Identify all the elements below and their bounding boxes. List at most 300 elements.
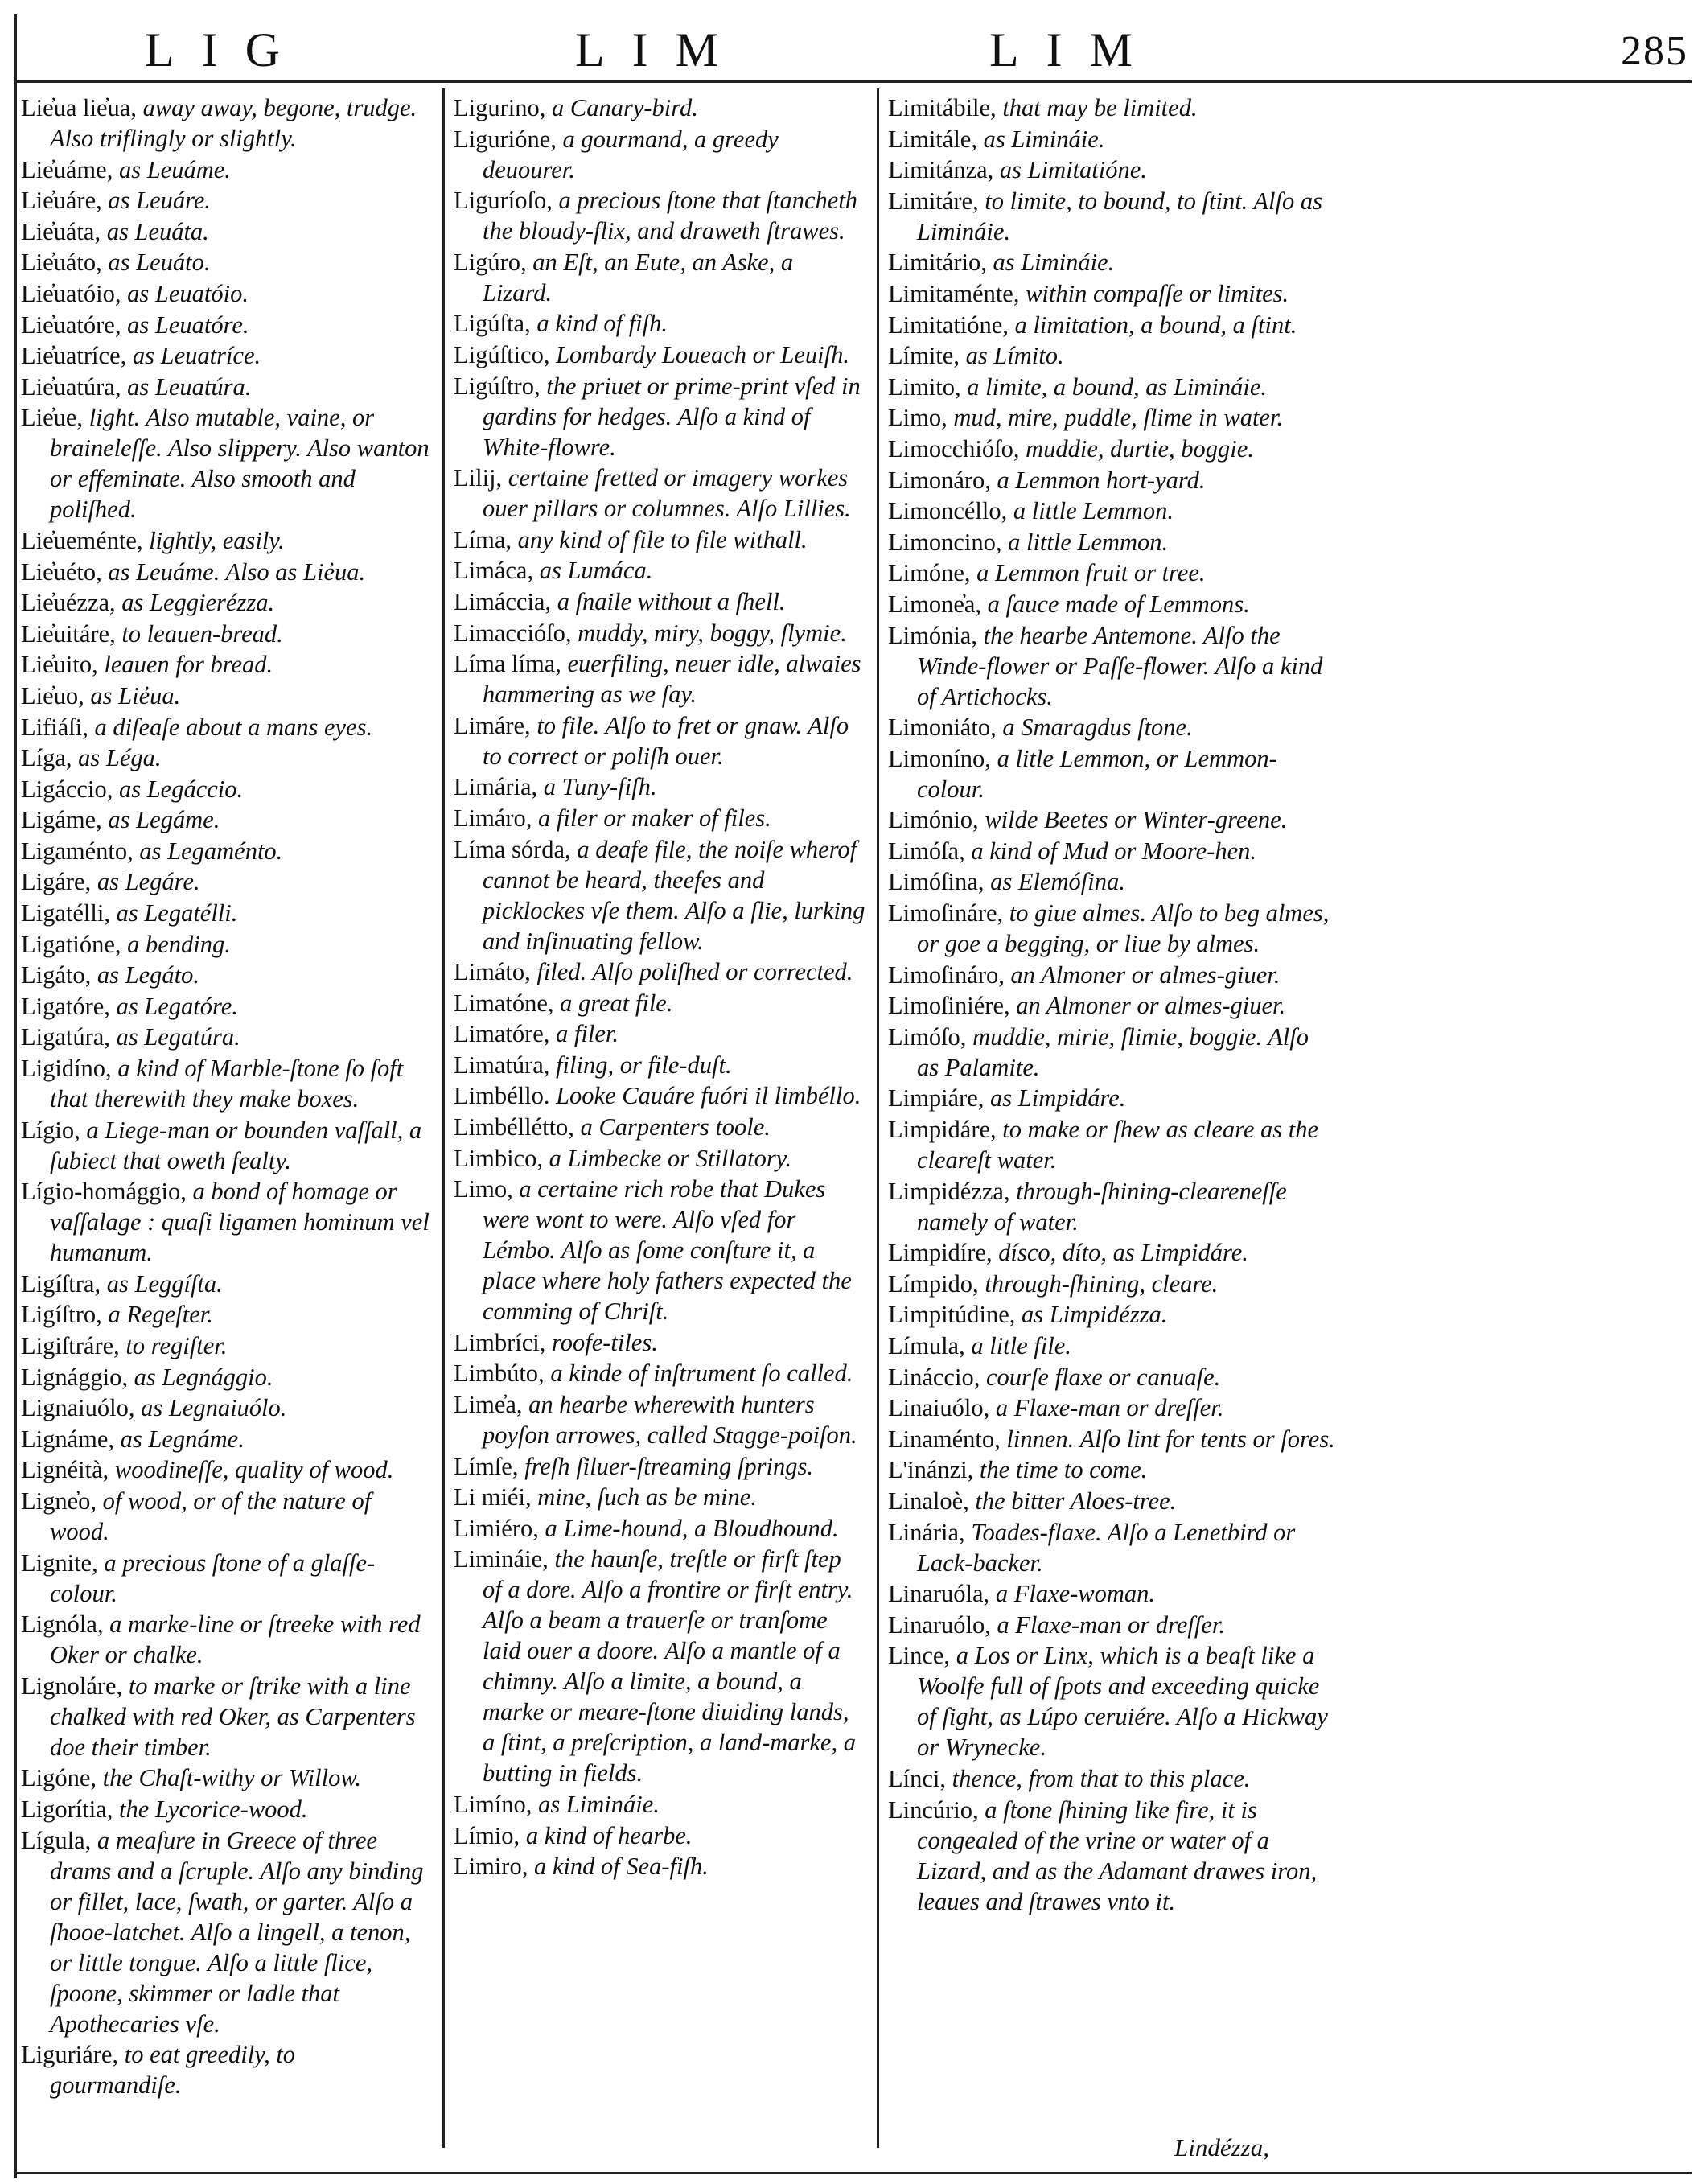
- entry-headword: Limpidíre,: [888, 1239, 993, 1267]
- dictionary-entry: [888, 465, 1335, 496]
- entry-headword: Lie̓uáto,: [21, 249, 102, 277]
- dictionary-entry: [454, 1851, 865, 1882]
- entry-headword: Limoncino,: [888, 528, 1002, 556]
- entry-headword: Limoſináre,: [888, 899, 1004, 927]
- entry-headword: Limáca,: [454, 557, 534, 585]
- entry-definition: as Leggierézza.: [121, 589, 275, 617]
- dictionary-entry: [454, 1820, 865, 1851]
- entry-headword: Linaloè,: [888, 1487, 969, 1515]
- dictionary-entry: [888, 804, 1335, 835]
- entry-headword: Linaiuólo,: [888, 1394, 990, 1422]
- dictionary-entry: [21, 1331, 433, 1361]
- entry-headword: Limoſiniére,: [888, 992, 1010, 1020]
- entry-definition: a gourmand, a greedy deuourer.: [483, 125, 779, 183]
- entry-headword: Límio,: [454, 1821, 520, 1849]
- entry-headword: Ligne̓o,: [21, 1487, 97, 1515]
- entry-definition: the Chaſt-withy or Willow.: [102, 1764, 362, 1792]
- entry-headword: Límite,: [888, 342, 960, 370]
- entry-headword: Lilij,: [454, 464, 503, 492]
- entry-headword: Limitaménte,: [888, 279, 1020, 307]
- entry-headword: Lie̓ue,: [21, 404, 84, 432]
- entry-headword: Limária,: [454, 773, 538, 801]
- dictionary-entry: [21, 1825, 433, 2039]
- column-3-entries: [888, 93, 1335, 1917]
- entry-headword: Ligiſtráre,: [21, 1332, 120, 1359]
- dictionary-entry: [21, 1794, 433, 1824]
- entry-headword: Limitatióne,: [888, 311, 1009, 339]
- dictionary-entry: [888, 1022, 1335, 1083]
- entry-headword: Limitále,: [888, 125, 977, 153]
- dictionary-entry: [888, 960, 1335, 990]
- dictionary-entry: [888, 1331, 1335, 1361]
- dictionary-entry: [21, 681, 433, 711]
- dictionary-entry: [454, 1327, 865, 1358]
- dictionary-entry: [21, 1176, 433, 1268]
- dictionary-entry: [888, 1176, 1335, 1237]
- entry-headword: Ligúſtico,: [454, 340, 550, 368]
- entry-headword: Ligúſtro,: [454, 372, 541, 400]
- guide-word-center: LIM: [575, 23, 746, 76]
- dictionary-entry: [21, 1486, 433, 1547]
- dictionary-entry: [21, 898, 433, 928]
- entry-definition: as Leuáme.: [118, 155, 231, 183]
- dictionary-entry: [21, 1454, 433, 1485]
- entry-headword: Lignite,: [21, 1549, 98, 1577]
- entry-definition: to giue almes. Alſo to beg almes, or goe a begging, or liue by almes.: [917, 899, 1330, 958]
- dictionary-entry: [21, 310, 433, 340]
- dictionary-entry: [21, 1671, 433, 1762]
- entry-definition: as Legnággio.: [134, 1363, 273, 1391]
- dictionary-entry: [21, 1762, 433, 1793]
- entry-definition: as Leggíſta.: [106, 1269, 223, 1298]
- entry-headword: Ligáme,: [21, 806, 102, 834]
- entry-definition: freſh ſiluer-ſtreaming ſprings.: [524, 1452, 813, 1480]
- entry-definition: a ſnaile without a ſhell.: [557, 587, 786, 615]
- entry-definition: a filer or maker of files.: [538, 804, 771, 832]
- entry-definition: linnen. Alſo lint for tents or ſores.: [1006, 1425, 1335, 1453]
- entry-definition: away away, begone, trudge. Also triflingly or slightly.: [50, 94, 417, 152]
- dictionary-entry: [21, 1609, 433, 1670]
- entry-definition: a little Lemmon.: [1013, 497, 1174, 525]
- entry-definition: to leauen-bread.: [121, 619, 283, 648]
- entry-definition: as Legnaiuólo.: [141, 1394, 287, 1422]
- entry-definition: as Limpidézza.: [1022, 1301, 1168, 1329]
- entry-definition: euerfiling, neuer idle, alwaies hammering as we ſay.: [483, 650, 861, 709]
- entry-headword: Limpiáre,: [888, 1084, 985, 1113]
- dictionary-entry: [454, 771, 865, 802]
- dictionary-entry: [888, 990, 1335, 1021]
- entry-headword: Limatóne,: [454, 989, 554, 1017]
- entry-definition: a Flaxe-man or dreſſer.: [995, 1394, 1224, 1422]
- dictionary-entry: [454, 1389, 865, 1450]
- entry-definition: a Flaxe-man or dreſſer.: [997, 1610, 1226, 1639]
- dictionary-entry: [888, 712, 1335, 742]
- entry-definition: a Smaragdus ſtone.: [1002, 714, 1193, 742]
- entry-headword: Lignéità,: [21, 1456, 109, 1484]
- entry-headword: Lie̓uáre,: [21, 187, 102, 215]
- entry-headword: Lignoláre,: [21, 1672, 123, 1700]
- entry-definition: filing, or file-duſt.: [556, 1051, 732, 1079]
- entry-headword: Ligatélli,: [21, 899, 110, 927]
- entry-definition: as Limpidáre.: [990, 1084, 1126, 1113]
- dictionary-entry: [888, 620, 1335, 712]
- entry-headword: Limocchióſo,: [888, 434, 1020, 463]
- entry-definition: mine, ſuch as be mine.: [537, 1483, 757, 1512]
- entry-definition: an hearbe wherewith hunters poyſon arrowes, called Stagge-poiſon.: [483, 1391, 857, 1450]
- entry-headword: Limo,: [888, 404, 948, 432]
- dictionary-entry: [21, 557, 433, 587]
- entry-definition: a diſeaſe about a mans eyes.: [94, 713, 373, 741]
- dictionary-entry: [454, 1050, 865, 1080]
- column-rule-2: [877, 88, 879, 2148]
- entry-headword: Limóne,: [888, 559, 971, 587]
- dictionary-entry: [454, 1080, 865, 1111]
- dictionary-entry: [888, 1578, 1335, 1609]
- dictionary-entry: [454, 988, 865, 1018]
- entry-definition: a meaſure in Greece of three drams and a ſcruple. Alſo any binding or fillet, lace, ſwath, or garter. Alſo a ſhooe-latchet. Alſo a lingell, a tenon, or little tongue. Alſo a little ſlice, ſpoone, skimmer or ladle that Apothecaries vſe.: [50, 1826, 424, 2038]
- entry-definition: a marke-line or ſtreeke with red Oker or chalke.: [50, 1610, 421, 1669]
- entry-definition: a Lime-hound, a Bloudhound.: [545, 1514, 839, 1542]
- dictionary-entry: [21, 866, 433, 897]
- entry-definition: the hearbe Antemone. Alſo the Winde-flower or Paſſe-flower. Alſo a kind of Artichocks.: [917, 621, 1323, 710]
- entry-headword: Ligurino,: [454, 94, 546, 121]
- dictionary-entry: [454, 710, 865, 771]
- dictionary-entry: [21, 93, 433, 154]
- entry-definition: a ſauce made of Lemmons.: [987, 590, 1250, 618]
- dictionary-entry: [454, 1143, 865, 1174]
- entry-definition: through-ſhining-cleareneſſe namely of water.: [917, 1177, 1287, 1236]
- entry-definition: a Limbecke or Stillatory.: [549, 1144, 792, 1172]
- entry-headword: Líma sórda,: [454, 835, 571, 863]
- entry-definition: thence, from that to this place.: [952, 1764, 1251, 1792]
- dictionary-entry: [454, 586, 865, 617]
- entry-headword: Limbéllo.: [454, 1082, 550, 1110]
- column-1-entries: [21, 93, 433, 2100]
- entry-definition: a litle file.: [971, 1332, 1071, 1359]
- column-2: [454, 93, 865, 2136]
- entry-headword: Ligurióne,: [454, 125, 557, 153]
- entry-definition: a limitation, a bound, a ſtint.: [1014, 311, 1297, 339]
- dictionary-entry: [454, 1174, 865, 1326]
- entry-headword: Limónia,: [888, 621, 977, 649]
- dictionary-entry: [888, 1114, 1335, 1175]
- column-rule-1: [442, 88, 445, 2148]
- entry-definition: to marke or ſtrike with a line chalked with red Oker, as Carpenters doe their timber.: [50, 1672, 416, 1761]
- page-number: 285: [1621, 28, 1688, 74]
- entry-headword: Limitánza,: [888, 156, 994, 184]
- entry-headword: Limpidézza,: [888, 1177, 1010, 1205]
- entry-definition: leauen for bread.: [104, 651, 273, 679]
- entry-headword: Ligíſtra,: [21, 1269, 101, 1298]
- entry-definition: through-ſhining, cleare.: [985, 1269, 1219, 1298]
- header-rule: [14, 80, 1692, 83]
- entry-definition: as Leuatóre.: [127, 311, 249, 339]
- dictionary-entry: [888, 1424, 1335, 1454]
- entry-definition: as Legaménto.: [139, 837, 283, 865]
- entry-definition: as Legatóre.: [116, 992, 238, 1020]
- column-3: [888, 93, 1335, 2136]
- column-2-entries: [454, 93, 865, 1882]
- entry-headword: Ligáre,: [21, 868, 92, 896]
- entry-headword: Li miéi,: [454, 1483, 532, 1512]
- dictionary-entry: [21, 340, 433, 371]
- guide-word-right: LIM: [989, 23, 1160, 76]
- entry-headword: Limo,: [454, 1175, 513, 1203]
- entry-definition: wilde Beetes or Winter-greene.: [985, 806, 1288, 834]
- entry-headword: Limitáre,: [888, 187, 979, 215]
- entry-headword: Limoncéllo,: [888, 497, 1008, 525]
- entry-headword: Limatúra,: [454, 1051, 550, 1079]
- dictionary-entry: [888, 836, 1335, 866]
- entry-definition: muddy, miry, boggy, ſlymie.: [578, 619, 847, 647]
- entry-definition: a Regeſter.: [108, 1301, 213, 1329]
- entry-headword: Limoníno,: [888, 744, 991, 772]
- entry-definition: as Leuatúra.: [127, 372, 252, 401]
- dictionary-entry: [888, 1486, 1335, 1516]
- entry-definition: a ſtone ſhining like fire, it is congealed of the vrine or water of a Lizard, and as the Adamant drawes iron, leaues and ſtrawes vnto it.: [917, 1795, 1318, 1915]
- entry-definition: a limite, a bound, as Limináie.: [967, 372, 1268, 401]
- entry-definition: as Legáto.: [97, 961, 199, 989]
- dictionary-entry: [454, 463, 865, 524]
- entry-definition: the priuet or prime-print vſed in gardins for hedges. Alſo a kind of White-flowre.: [483, 372, 861, 461]
- entry-headword: Lie̓uatúra,: [21, 372, 121, 401]
- entry-headword: Limbríci,: [454, 1328, 546, 1356]
- dictionary-entry: [21, 742, 433, 773]
- entry-headword: Ligatóre,: [21, 992, 110, 1020]
- entry-headword: Lie̓uáme,: [21, 155, 113, 183]
- dictionary-entry: [454, 1451, 865, 1482]
- entry-definition: light. Also mutable, vaine, or braineleſſe. Also slippery. Also wanton or effeminate. Also smooth and poliſhed.: [50, 404, 430, 524]
- entry-definition: a filer.: [556, 1020, 619, 1048]
- entry-definition: Lombardy Loueach or Leuiſh.: [556, 340, 849, 368]
- entry-headword: Lie̓uatríce,: [21, 342, 127, 370]
- dictionary-entry: [888, 154, 1335, 185]
- dictionary-entry: [454, 1358, 865, 1388]
- entry-headword: Lime̓a,: [454, 1391, 523, 1419]
- entry-headword: Linaruóla,: [888, 1580, 990, 1608]
- entry-headword: Lie̓uatóio,: [21, 279, 121, 307]
- entry-definition: as Leuáre.: [108, 187, 212, 215]
- entry-definition: filed. Alſo poliſhed or corrected.: [536, 958, 853, 986]
- entry-definition: as Limináie.: [983, 125, 1105, 153]
- dictionary-entry: [454, 524, 865, 555]
- entry-headword: Ligáto,: [21, 961, 92, 989]
- entry-headword: Lináccio,: [888, 1363, 980, 1391]
- entry-definition: as Limináie.: [538, 1791, 660, 1818]
- entry-headword: Lincúrio,: [888, 1795, 979, 1824]
- dictionary-entry: [21, 1299, 433, 1330]
- dictionary-entry: [21, 836, 433, 866]
- entry-headword: Ligatúra,: [21, 1023, 110, 1051]
- entry-headword: Lie̓uitáre,: [21, 619, 116, 648]
- dictionary-entry: [21, 649, 433, 680]
- entry-definition: the time to come.: [979, 1456, 1148, 1484]
- entry-definition: as Legáre.: [97, 868, 200, 896]
- entry-headword: Limóſina,: [888, 868, 985, 896]
- entry-definition: a Lemmon hort-yard.: [997, 466, 1206, 494]
- entry-headword: Lifiáſi,: [21, 713, 88, 741]
- dictionary-entry: [454, 1018, 865, 1049]
- dictionary-entry: [888, 496, 1335, 526]
- entry-headword: Lie̓uo,: [21, 681, 84, 709]
- entry-headword: Limpidáre,: [888, 1116, 997, 1144]
- entry-definition: as Limitatióne.: [999, 156, 1147, 184]
- entry-headword: Limáre,: [454, 711, 531, 739]
- entry-headword: Linaménto,: [888, 1425, 1001, 1453]
- entry-definition: a great file.: [560, 989, 673, 1017]
- dictionary-entry: [888, 278, 1335, 309]
- entry-definition: mud, mire, puddle, ſlime in water.: [953, 404, 1284, 432]
- dictionary-entry: [454, 1482, 865, 1512]
- dictionary-entry: [21, 278, 433, 309]
- dictionary-entry: [888, 1237, 1335, 1268]
- entry-headword: Límpido,: [888, 1269, 979, 1298]
- dictionary-entry: [454, 124, 865, 185]
- entry-definition: a certaine rich robe that Dukes were wont to were. Alſo vſed for Lémbo. Alſo as ſome conſture it, a place where holy fathers expected the comming of Chriſt.: [483, 1175, 852, 1326]
- entry-definition: as Leuatóio.: [127, 279, 249, 307]
- entry-headword: Lígio-homággio,: [21, 1178, 187, 1206]
- dictionary-entry: [888, 1392, 1335, 1423]
- entry-headword: Lie̓ua lie̓ua,: [21, 94, 137, 121]
- entry-definition: roofe-tiles.: [551, 1328, 658, 1356]
- dictionary-entry: [888, 310, 1335, 340]
- entry-definition: as Limináie.: [993, 249, 1115, 277]
- dictionary-entry: [888, 1610, 1335, 1640]
- entry-definition: as Leuatríce.: [132, 342, 261, 370]
- dictionary-entry: [21, 1548, 433, 1609]
- entry-headword: Límſe,: [454, 1452, 519, 1480]
- entry-definition: lightly, easily.: [149, 526, 285, 554]
- entry-definition: woodineſſe, quality of wood.: [114, 1456, 394, 1484]
- entry-headword: Liguríoſo,: [454, 187, 553, 215]
- dictionary-entry: [454, 618, 865, 648]
- entry-headword: Limoſináro,: [888, 960, 1005, 989]
- entry-headword: Lignóla,: [21, 1610, 104, 1639]
- entry-definition: Looke Cauáre fuóri il limbéllo.: [556, 1082, 861, 1110]
- dictionary-entry: [454, 371, 865, 463]
- entry-definition: a litle Lemmon, or Lemmon-colour.: [917, 744, 1277, 803]
- entry-headword: Lince,: [888, 1642, 951, 1670]
- dictionary-entry: [888, 898, 1335, 959]
- entry-headword: Línci,: [888, 1764, 946, 1792]
- entry-headword: Lignággio,: [21, 1363, 128, 1391]
- dictionary-entry: [454, 1544, 865, 1788]
- entry-headword: Limónio,: [888, 806, 979, 834]
- entry-headword: Lie̓uézza,: [21, 589, 116, 617]
- entry-headword: Limáccia,: [454, 587, 552, 615]
- entry-headword: Ligáccio,: [21, 775, 113, 803]
- entry-headword: Ligaménto,: [21, 837, 134, 865]
- dictionary-entry: [888, 557, 1335, 588]
- dictionary-entry: [454, 1112, 865, 1142]
- entry-headword: Linaruólo,: [888, 1610, 991, 1639]
- entry-headword: Limiéro,: [454, 1514, 539, 1542]
- dictionary-entry: [21, 2039, 433, 2100]
- entry-definition: a little Lemmon.: [1008, 528, 1169, 556]
- entry-definition: within compaſſe or limites.: [1026, 279, 1289, 307]
- dictionary-entry: [454, 247, 865, 308]
- dictionary-entry: [888, 1763, 1335, 1794]
- entry-definition: muddie, durtie, boggie.: [1026, 434, 1254, 463]
- entry-definition: to file. Alſo to fret or gnaw. Alſo to correct or poliſh ouer.: [483, 711, 849, 770]
- entry-definition: as Límito.: [965, 342, 1064, 370]
- column-1: [21, 93, 433, 2136]
- dictionary-entry: [21, 372, 433, 402]
- guide-word-left: LIG: [145, 23, 307, 76]
- dictionary-entry: [21, 154, 433, 185]
- entry-headword: Limaccióſo,: [454, 619, 572, 647]
- dictionary-entry: [888, 1362, 1335, 1392]
- dictionary-entry: [888, 186, 1335, 247]
- entry-definition: as Legáme.: [108, 806, 220, 834]
- entry-definition: as Leuáta.: [106, 217, 209, 245]
- entry-headword: Limitário,: [888, 249, 987, 277]
- entry-definition: as Lumáca.: [539, 557, 653, 585]
- entry-headword: Lie̓uito,: [21, 651, 98, 679]
- entry-definition: dísco, díto, as Limpidáre.: [998, 1239, 1248, 1267]
- dictionary-entry: [888, 1269, 1335, 1299]
- dictionary-entry: [888, 93, 1335, 123]
- entry-definition: to make or ſhew as cleare as the cleareſt water.: [917, 1116, 1319, 1174]
- dictionary-entry: [21, 525, 433, 556]
- entry-headword: Ligorítia,: [21, 1795, 113, 1823]
- entry-definition: a Flaxe-woman.: [995, 1580, 1156, 1608]
- entry-definition: a Tuny-fiſh.: [543, 773, 657, 801]
- entry-headword: Limáto,: [454, 958, 531, 986]
- entry-headword: Ligatióne,: [21, 930, 121, 958]
- entry-headword: Ligidíno,: [21, 1055, 112, 1083]
- entry-definition: courſe flaxe or canuaſe.: [985, 1363, 1221, 1391]
- entry-definition: a Liege-man or bounden vaſſall, a ſubiect that oweth fealty.: [50, 1116, 422, 1174]
- entry-definition: to limite, to bound, to ſtint. Alſo as Limináie.: [917, 187, 1322, 245]
- dictionary-entry: [888, 1454, 1335, 1485]
- entry-headword: Líma,: [454, 525, 512, 553]
- entry-headword: Ligóne,: [21, 1764, 97, 1792]
- dictionary-entry: [21, 1392, 433, 1423]
- entry-definition: as Legnáme.: [120, 1425, 245, 1453]
- dictionary-entry: [21, 960, 433, 990]
- entry-definition: a bond of homage or vaſſalage : quaſi ligamen hominum vel humanum.: [50, 1178, 430, 1267]
- dictionary-entry: [454, 185, 865, 246]
- entry-headword: Limóſo,: [888, 1022, 967, 1051]
- entry-headword: Limatóre,: [454, 1020, 550, 1048]
- entry-definition: an Almoner or almes-giuer.: [1016, 992, 1286, 1020]
- entry-definition: as Legatélli.: [116, 899, 238, 927]
- dictionary-entry: [888, 589, 1335, 619]
- dictionary-entry: [454, 834, 865, 956]
- dictionary-entry: [888, 1640, 1335, 1762]
- dictionary-entry: [888, 1083, 1335, 1113]
- dictionary-entry: [888, 372, 1335, 402]
- entry-headword: Linária,: [888, 1518, 965, 1546]
- entry-headword: L'inánzi,: [888, 1456, 974, 1484]
- entry-definition: a bending.: [127, 930, 231, 958]
- entry-headword: Limpitúdine,: [888, 1301, 1016, 1329]
- entry-definition: to eat greedily, to gourmandiſe.: [50, 2041, 296, 2100]
- entry-definition: that may be limited.: [1002, 94, 1198, 121]
- entry-definition: a kind of fiſh.: [536, 310, 668, 338]
- dictionary-entry: [454, 1513, 865, 1544]
- dictionary-entry: [454, 648, 865, 709]
- dictionary-entry: [888, 866, 1335, 897]
- entry-definition: a deafe file, the noiſe wherof cannot be heard, theefes and picklockes vſe them. Alſo a ſlie, lurking and inſinuating fellow.: [483, 835, 865, 955]
- entry-definition: a Los or Linx, which is a beaſt like a Woolfe full of ſpots and exceeding quicke of ſight, as Lúpo ceruiére. Alſo a Hickway or Wrynecke.: [917, 1642, 1328, 1762]
- entry-headword: Limoniáto,: [888, 714, 997, 742]
- entry-headword: Limonáro,: [888, 466, 991, 494]
- dictionary-entry: [21, 619, 433, 649]
- entry-headword: Limitábile,: [888, 94, 997, 121]
- entry-definition: as Leuáto.: [108, 249, 211, 277]
